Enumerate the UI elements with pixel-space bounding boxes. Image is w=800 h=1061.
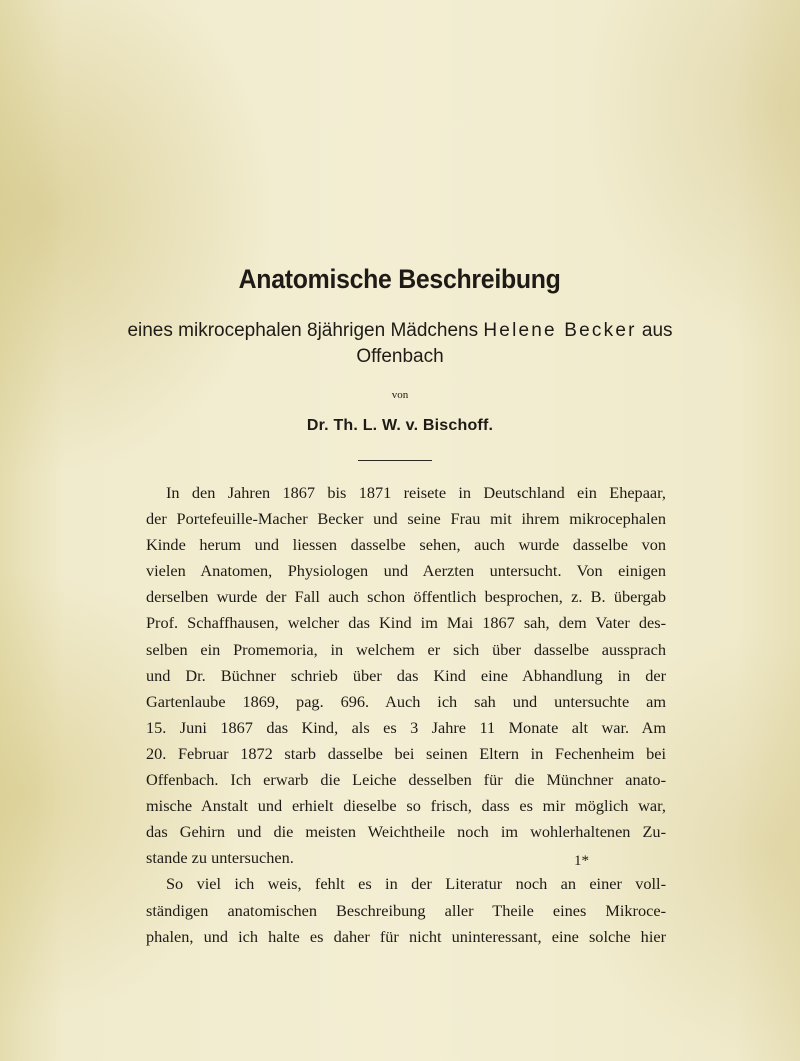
subtitle-suffix: aus (641, 320, 673, 341)
text-line: derselben wurde der Fall auch schon öffentlich besprochen, z. B. übergab (146, 587, 666, 607)
text-line: der Portefeuille-Macher Becker und seine Frau mit ihrem mikrocephalen (146, 509, 666, 529)
text-line: mische Anstalt und erhielt dieselbe so frisch, dass es mir möglich war, (146, 796, 666, 816)
signature-mark: 1* (574, 853, 589, 869)
text-line: ständigen anatomischen Beschreibung aller Theile eines Mikroce- (146, 900, 666, 920)
text-line: vielen Anatomen, Physiologen und Aerzten untersucht. Von einigen (146, 561, 666, 581)
subtitle-line-1 (0, 318, 800, 344)
text-line: stande zu untersuchen. (146, 848, 294, 868)
subtitle-prefix: eines mikrocephalen 8jährigen Mädchens (127, 320, 479, 341)
text-line: 20. Februar 1872 starb dasselbe bei seinen Eltern in Fechenheim bei (146, 743, 666, 763)
text-line: phalen, und ich halte es daher für nicht uninteressant, eine solche hier (146, 926, 666, 946)
text-line: Kinde herum und liessen dasselbe sehen, auch wurde dasselbe von (146, 535, 666, 555)
text-line: So viel ich weis, fehlt es in der Literatur noch an einer voll- (166, 874, 666, 894)
divider-rule (358, 460, 432, 461)
byline-von: von (391, 389, 409, 401)
text-line: Gartenlaube 1869, pag. 696. Auch ich sah und untersuchte am (146, 691, 666, 711)
body-text (146, 480, 666, 950)
paragraph (146, 871, 666, 949)
text-line: In den Jahren 1867 bis 1871 reisete in Deutschland ein Ehepaar, (166, 483, 666, 502)
author-name: Dr. Th. L. W. v. Bischoff. (306, 417, 494, 434)
text-line: und Dr. Büchner schrieb über das Kind eine Abhandlung in der (146, 665, 666, 685)
subtitle-place: Offenbach (356, 346, 444, 367)
text-line: selben ein Promemoria, in welchem er sich über dasselbe aussprach (146, 639, 666, 659)
text-line: das Gehirn und die meisten Weichtheile noch im wohlerhaltenen Zu- (146, 822, 666, 842)
text-line: Prof. Schaffhausen, welcher das Kind im Mai 1867 sah, dem Vater des- (146, 613, 666, 633)
subject-name: Helene Becker (483, 320, 637, 341)
text-line: 15. Juni 1867 das Kind, als es 3 Jahre 11 Monate alt war. Am (146, 717, 666, 737)
paragraph (146, 480, 666, 871)
page-title: Anatomische Beschreibung (238, 264, 561, 294)
text-line: Offenbach. Ich erwarb die Leiche desselben für die Münchner anato- (146, 770, 666, 790)
